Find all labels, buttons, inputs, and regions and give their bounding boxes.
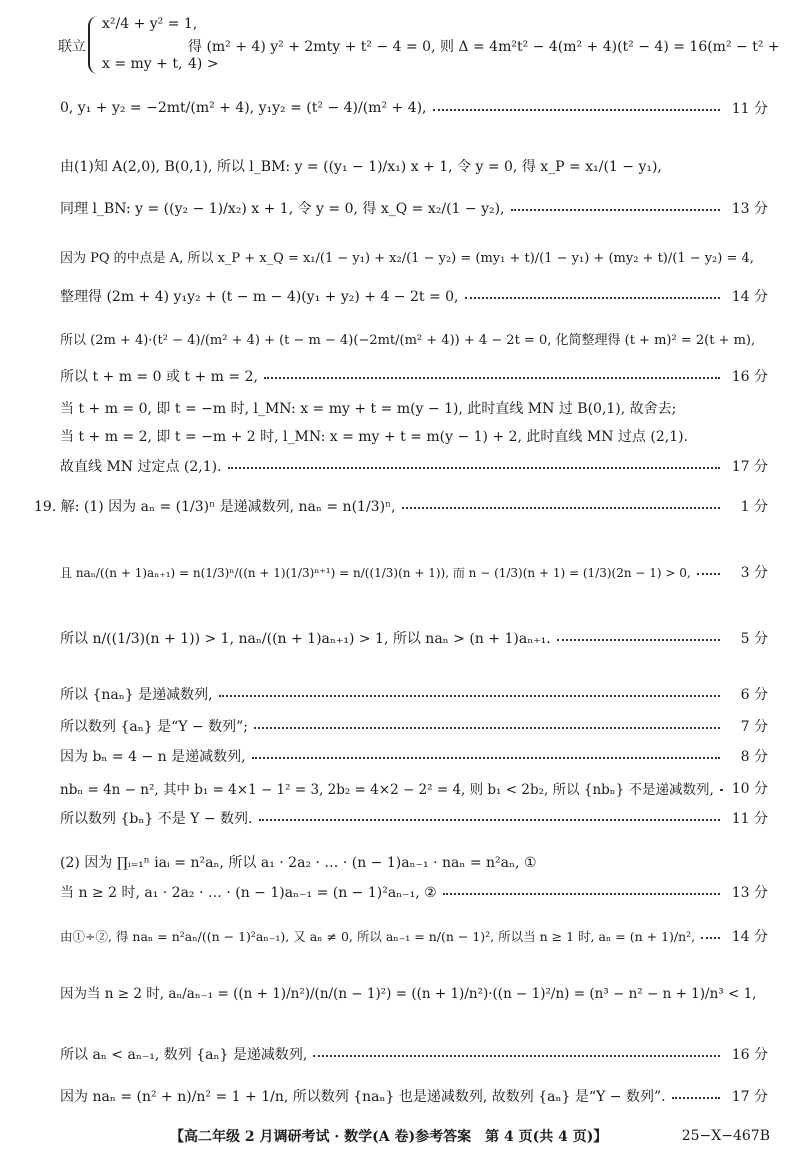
solution-line: 由(1)知 A(2,0), B(0,1), 所以 l_BM: y = ((y₁ − 1)/x₁) x + 1, 令 y = 0, 得 x_P = x₁/(1 − y₁), — [60, 159, 662, 175]
score-mark: 6 分 — [740, 687, 768, 703]
score-mark: 11 分 — [731, 101, 768, 117]
solution-line: 0, y₁ + y₂ = −2mt/(m² + 4), y₁y₂ = (t² − 4)/(m² + 4), 11 分 — [60, 100, 768, 117]
page-footer — [170, 1124, 770, 1148]
solution-line: 同理 l_BN: y = ((y₂ − 1)/x₂) x + 1, 令 y = 0, 得 x_Q = x₂/(1 − y₂), 13 分 — [60, 180, 768, 236]
solution-line: 且 naₙ/((n + 1)aₙ₊₁) = n(1/3)ⁿ/((n + 1)(1/3)ⁿ⁺¹) = n/((1/3)(n + 1)), 而 n − (1/3)(n + 1) = (1/3)(2n − 1) > 0, 3 分 — [60, 544, 768, 600]
solution-line: 当 t + m = 0, 即 t = −m 时, l_MN: x = my + t = m(y − 1), 此时直线 MN 过 B(0,1), 故舍去; — [60, 401, 677, 417]
discriminant-text: 得 (m² + 4) y² + 2mty + t² − 4 = 0, 则 Δ = 4m²t² − 4(m² + 4)(t² − 4) = 16(m² − t² + 4) > — [188, 39, 780, 72]
score-mark: 7 分 — [740, 719, 768, 735]
score-mark: 17 分 — [731, 459, 768, 475]
solution-line: 所以数列 {bₙ} 不是 Y − 数列. 11 分 — [60, 806, 768, 830]
score-mark: 1 分 — [740, 499, 768, 515]
solution-line: 因为 PQ 的中点是 A, 所以 x_P + x_Q = x₁/(1 − y₁) + x₂/(1 − y₂) = (my₁ + t)/(1 − y₁) + (my₂ + t)/(1 − y₂) = 4, — [60, 250, 754, 266]
solution-line: 故直线 MN 过定点 (2,1). 17 分 — [60, 454, 768, 478]
score-mark: 16 分 — [731, 369, 768, 385]
solution-line: 所以数列 {aₙ} 是“Y − 数列”; 7 分 — [60, 714, 768, 738]
score-mark: 13 分 — [731, 201, 768, 217]
solution-line: 当 t + m = 2, 即 t = −m + 2 时, l_MN: x = my + t = m(y − 1) + 2, 此时直线 MN 过点 (2,1). — [60, 429, 689, 445]
score-mark: 14 分 — [731, 289, 768, 305]
system-equation-ellipse: x²/4 + y² = 1, — [102, 16, 198, 32]
score-mark: 10 分 — [731, 781, 768, 797]
lianli-label: 联立 — [58, 39, 86, 55]
solution-line: 所以 {naₙ} 是递减数列, 6 分 — [60, 682, 768, 706]
question-19-heading: 19. 解: (1) 因为 aₙ = (1/3)ⁿ 是递减数列, naₙ = n(1/3)ⁿ, 1 分 — [34, 486, 768, 526]
solution-line: 所以 n/((1/3)(n + 1)) > 1, naₙ/((n + 1)aₙ₊₁) > 1, 所以 naₙ > (n + 1)aₙ₊₁. 5 分 — [60, 610, 768, 666]
solution-line: 所以 (2m + 4)·(t² − 4)/(m² + 4) + (t − m − 4)(−2mt/(m² + 4)) + 4 − 2t = 0, 化简整理得 (t + m)² = 2(t + m), — [60, 332, 756, 348]
score-mark: 16 分 — [731, 1047, 768, 1063]
solution-line: 因为 naₙ = (n² + n)/n² = 1 + 1/n, 所以数列 {naₙ} 也是递减数列, 故数列 {aₙ} 是“Y − 数列”. 17 分 — [60, 1076, 768, 1116]
solution-line: 因为 bₙ = 4 − n 是递减数列, 8 分 — [60, 744, 768, 768]
solution-line: nbₙ = 4n − n², 其中 b₁ = 4×1 − 1² = 3, 2b₂ = 4×2 − 2² = 4, 则 b₁ < 2b₂, 所以 {nbₙ} 不是递减数列, 10 分 — [60, 776, 768, 800]
simultaneous-equations-block — [58, 10, 798, 80]
brace-symbol — [88, 16, 100, 74]
solution-line: 所以 aₙ < aₙ₋₁, 数列 {aₙ} 是递减数列, 16 分 — [60, 1042, 768, 1066]
solution-line: (2) 因为 ∏ᵢ₌₁ⁿ iaᵢ = n²aₙ, 所以 a₁ · 2a₂ · … · (n − 1)aₙ₋₁ · naₙ = n²aₙ, ① — [60, 855, 537, 871]
solution-line: 整理得 (2m + 4) y₁y₂ + (t − m − 4)(y₁ + y₂) + 4 − 2t = 0, 14 分 — [60, 284, 768, 308]
score-mark: 13 分 — [731, 885, 768, 901]
solution-line: 因为当 n ≥ 2 时, aₙ/aₙ₋₁ = ((n + 1)/n²)/(n/(n − 1)²) = ((n + 1)/n²)·((n − 1)²/n) = (n³ − n² − n + 1)/n³ < 1, — [60, 986, 757, 1002]
solution-line: 由①÷②, 得 naₙ = n²aₙ/((n − 1)²aₙ₋₁), 又 aₙ ≠ 0, 所以 aₙ₋₁ = n/(n − 1)², 所以当 n ≥ 1 时, aₙ = (n + 1)/n², 14 分 — [60, 908, 768, 964]
solution-line: 所以 t + m = 0 或 t + m = 2, 16 分 — [60, 364, 768, 388]
system-equation-line: x = my + t, — [102, 56, 183, 72]
score-mark: 14 分 — [731, 929, 768, 945]
score-mark: 8 分 — [740, 749, 768, 765]
footer-title: 【高二年级 2 月调研考试 · 数学(A 卷)参考答案 第 4 页(共 4 页)】 — [170, 1129, 608, 1145]
footer-code: 25−X−467B — [681, 1128, 770, 1144]
score-mark: 11 分 — [731, 811, 768, 827]
score-mark: 5 分 — [740, 631, 768, 647]
solution-line: 当 n ≥ 2 时, a₁ · 2a₂ · … · (n − 1)aₙ₋₁ = (n − 1)²aₙ₋₁, ② 13 分 — [60, 880, 768, 904]
score-mark: 17 分 — [731, 1089, 768, 1105]
score-mark: 3 分 — [740, 565, 768, 581]
